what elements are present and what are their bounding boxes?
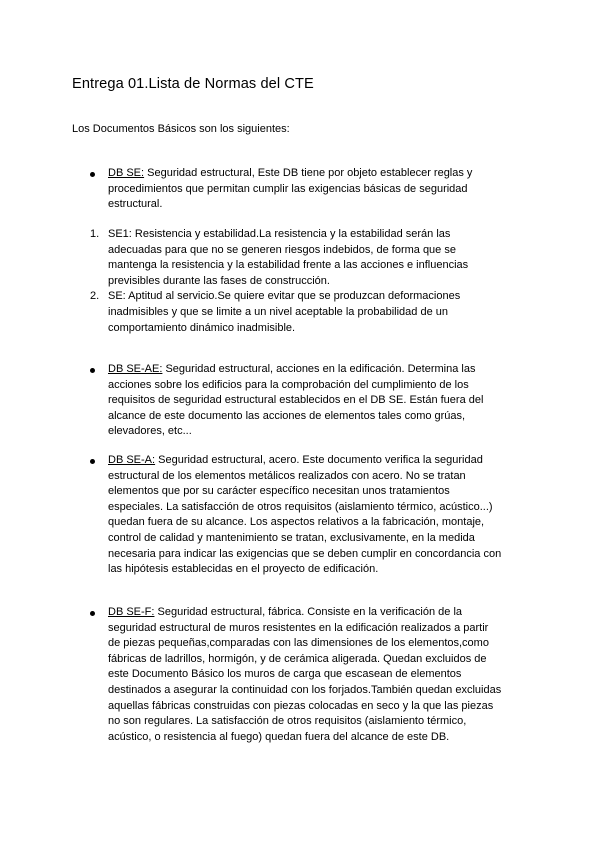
bullet-icon: [90, 611, 95, 616]
section-code: DB SE-F:: [108, 606, 155, 618]
section-db-se-f: [90, 605, 502, 745]
section-text: Seguridad estructural, fábrica. Consiste en la verificación de la seguridad estructural de muros resistentes en la edificación realizados a partir de piezas pequeñas,comparadas con las dimensiones de los elementos,como fábricas de ladrillos, hormigón, y de cerámica aligerada. Quedan excluidos de este Documento Básico los muros de carga que escasean de elementos destinados a asegurar la continuidad con los forjados.También quedan excluidas aquellas fábricas construidas con piezas colocadas en seco y la que las piezas no son regulares. La satisfacción de otros requisitos (aislamiento térmico, acústico, o resistencia al fuego) quedan fuera del alcance de este DB.: [108, 606, 502, 743]
section-text: Seguridad estructural, acero. Este documento verifica la seguridad estructural de los elementos metálicos realizados con acero. No se tratan elementos que por su carácter específico necesitan unos tratamientos especiales. La satisfacción de otros requisitos (aislamiento térmico, acústico...) quedan fuera de su alcance. Los aspectos relativos a la fabricación, montaje, control de calidad y mantenimiento se tratan, exclusivamente, en la medida necesaria para indicar las exigencias que se deben cumplir en concordancia con las hipótesis establecidas en el proyecto de edificación.: [108, 454, 502, 576]
section-db-se-ae: [90, 362, 502, 440]
list-item-text: SE1: Resistencia y estabilidad.La resistencia y la estabilidad serán las adecuadas para que no se generen riesgos indebidos, de forma que se mantenga la resistencia y la estabilidad frente a las acciones e influencias previsibles durante las fases de construcción.: [108, 228, 469, 287]
section-db-se: [90, 166, 502, 213]
list-item: [90, 453, 502, 578]
list-item: [90, 227, 502, 289]
document-title: Entrega 01.Lista de Normas del CTE: [72, 76, 314, 92]
section-text: Seguridad estructural, acciones en la edificación. Determina las acciones sobre los edificios para la comprobación del cumplimiento de los requisitos de seguridad estructural establecidos en el DB SE. Están fuera del alcance de este documento las acciones de elementos tales como grúas, elevadores, etc...: [108, 363, 484, 438]
se-numbered-list: [90, 227, 502, 336]
list-item-text: SE: Aptitud al servicio.Se quiere evitar que se produzcan deformaciones inadmisibles y que se limite a un nivel aceptable la probabilidad de un comportamiento dinámico inadmisible.: [108, 290, 461, 334]
bullet-icon: [90, 459, 95, 464]
section-db-se-a: [90, 453, 502, 578]
intro-text: Los Documentos Básicos son los siguientes:: [72, 123, 290, 135]
bullet-icon: [90, 368, 95, 373]
section-code: DB SE-A:: [108, 454, 156, 466]
list-item: [90, 166, 502, 213]
section-code: DB SE-AE:: [108, 363, 163, 375]
list-item: [90, 362, 502, 440]
section-code: DB SE:: [108, 167, 145, 179]
list-number: 1.: [90, 228, 100, 240]
bullet-icon: [90, 172, 95, 177]
list-number: 2.: [90, 290, 100, 303]
list-item: [90, 605, 502, 745]
section-text: Seguridad estructural, Este DB tiene por objeto establecer reglas y procedimientos que permitan cumplir las exigencias básicas de seguridad estructural.: [108, 167, 473, 211]
list-item: [90, 289, 502, 336]
